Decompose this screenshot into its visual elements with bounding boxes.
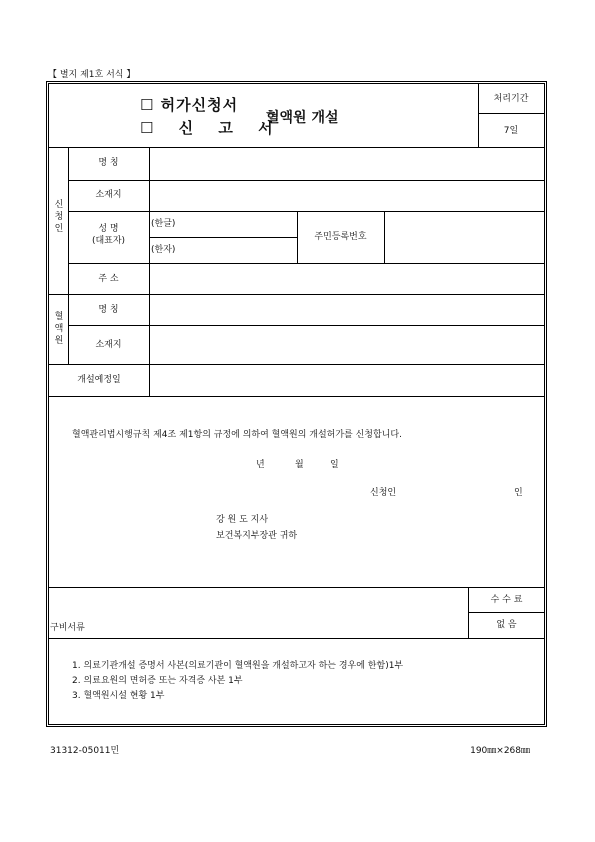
fee-value: 없 음 xyxy=(496,620,517,630)
open-date-label: 개설예정일 xyxy=(77,375,121,385)
rule-docs-bottom xyxy=(49,638,545,639)
recipient-governor: 강 원 도 지사 xyxy=(216,515,269,525)
seal-mark: 인 xyxy=(514,488,523,498)
rule-name-bottom xyxy=(68,180,545,181)
rule-address-bottom xyxy=(49,294,545,295)
applicant-address-label: 주 소 xyxy=(98,274,119,284)
recipient-minister: 보건복지부장관 귀하 xyxy=(216,531,298,541)
form-code: 【 별지 제1호 서식 】 xyxy=(48,70,136,80)
title-report: ☐ 신 고 서 xyxy=(140,119,283,137)
rrn-label: 주민등록번호 xyxy=(314,232,367,242)
applicant-name-label: 명 칭 xyxy=(98,158,119,168)
processing-line xyxy=(478,113,544,114)
docs-item-3: 3. 혈액원시설 현황 1부 xyxy=(72,691,165,701)
blood-center-group-label: 혈 액 원 xyxy=(54,312,64,346)
applicant-rep-label: 성 명 xyxy=(98,224,119,234)
processing-value: 7일 xyxy=(503,126,519,136)
rule-bc-name-bottom xyxy=(68,325,545,326)
rule-title-bottom xyxy=(49,147,545,148)
rule-bc-location-bottom xyxy=(49,364,545,365)
rule-rep-bottom xyxy=(68,263,545,264)
blood-center-name-label: 명 칭 xyxy=(98,305,119,315)
footer-code: 31312-05011민 xyxy=(50,746,120,756)
rule-fee-label-bottom xyxy=(468,612,545,613)
rule-statement-bottom xyxy=(49,587,545,588)
rule-fee-divider xyxy=(468,587,469,638)
hanja-field-label: (한자) xyxy=(151,245,176,255)
statement-text: 혈액관리법시행규칙 제4조 제1항의 규정에 의하여 혈액원의 개설허가를 신청합니다. xyxy=(72,430,402,440)
rule-hangul-bottom xyxy=(149,237,297,238)
date-day: 일 xyxy=(330,460,339,470)
footer-size: 190㎜×268㎜ xyxy=(470,746,530,756)
docs-item-1: 1. 의료기관개설 증명서 사본(의료기관이 혈액원을 개설하고자 하는 경우에 한함)1부 xyxy=(72,661,404,671)
rule-rrn-right xyxy=(384,211,385,263)
rule-label-divider xyxy=(149,147,150,396)
date-month: 월 xyxy=(295,460,304,470)
processing-label: 처리기간 xyxy=(493,94,529,104)
applicant-location-label: 소재지 xyxy=(95,190,122,200)
applicant-group-label: 신 청 인 xyxy=(54,200,64,234)
processing-divider xyxy=(478,84,479,147)
rule-location-bottom xyxy=(68,211,545,212)
title-subject: 혈액원 개설 xyxy=(266,110,339,126)
hangul-field-label: (한글) xyxy=(151,219,176,229)
applicant-sign-label: 신청인 xyxy=(370,488,397,498)
rule-group-divider xyxy=(68,147,69,364)
blood-center-location-label: 소재지 xyxy=(95,340,122,350)
applicant-rep-sub: (대표자) xyxy=(91,236,126,246)
date-year: 년 xyxy=(256,460,265,470)
fee-label: 수 수 료 xyxy=(490,595,523,605)
rule-opendate-bottom xyxy=(49,396,545,397)
docs-label: 구비서류 xyxy=(50,623,85,633)
docs-item-2: 2. 의료요원의 면허증 또는 자격증 사본 1부 xyxy=(72,676,243,686)
title-application: ☐ 허가신청서 xyxy=(140,96,239,114)
